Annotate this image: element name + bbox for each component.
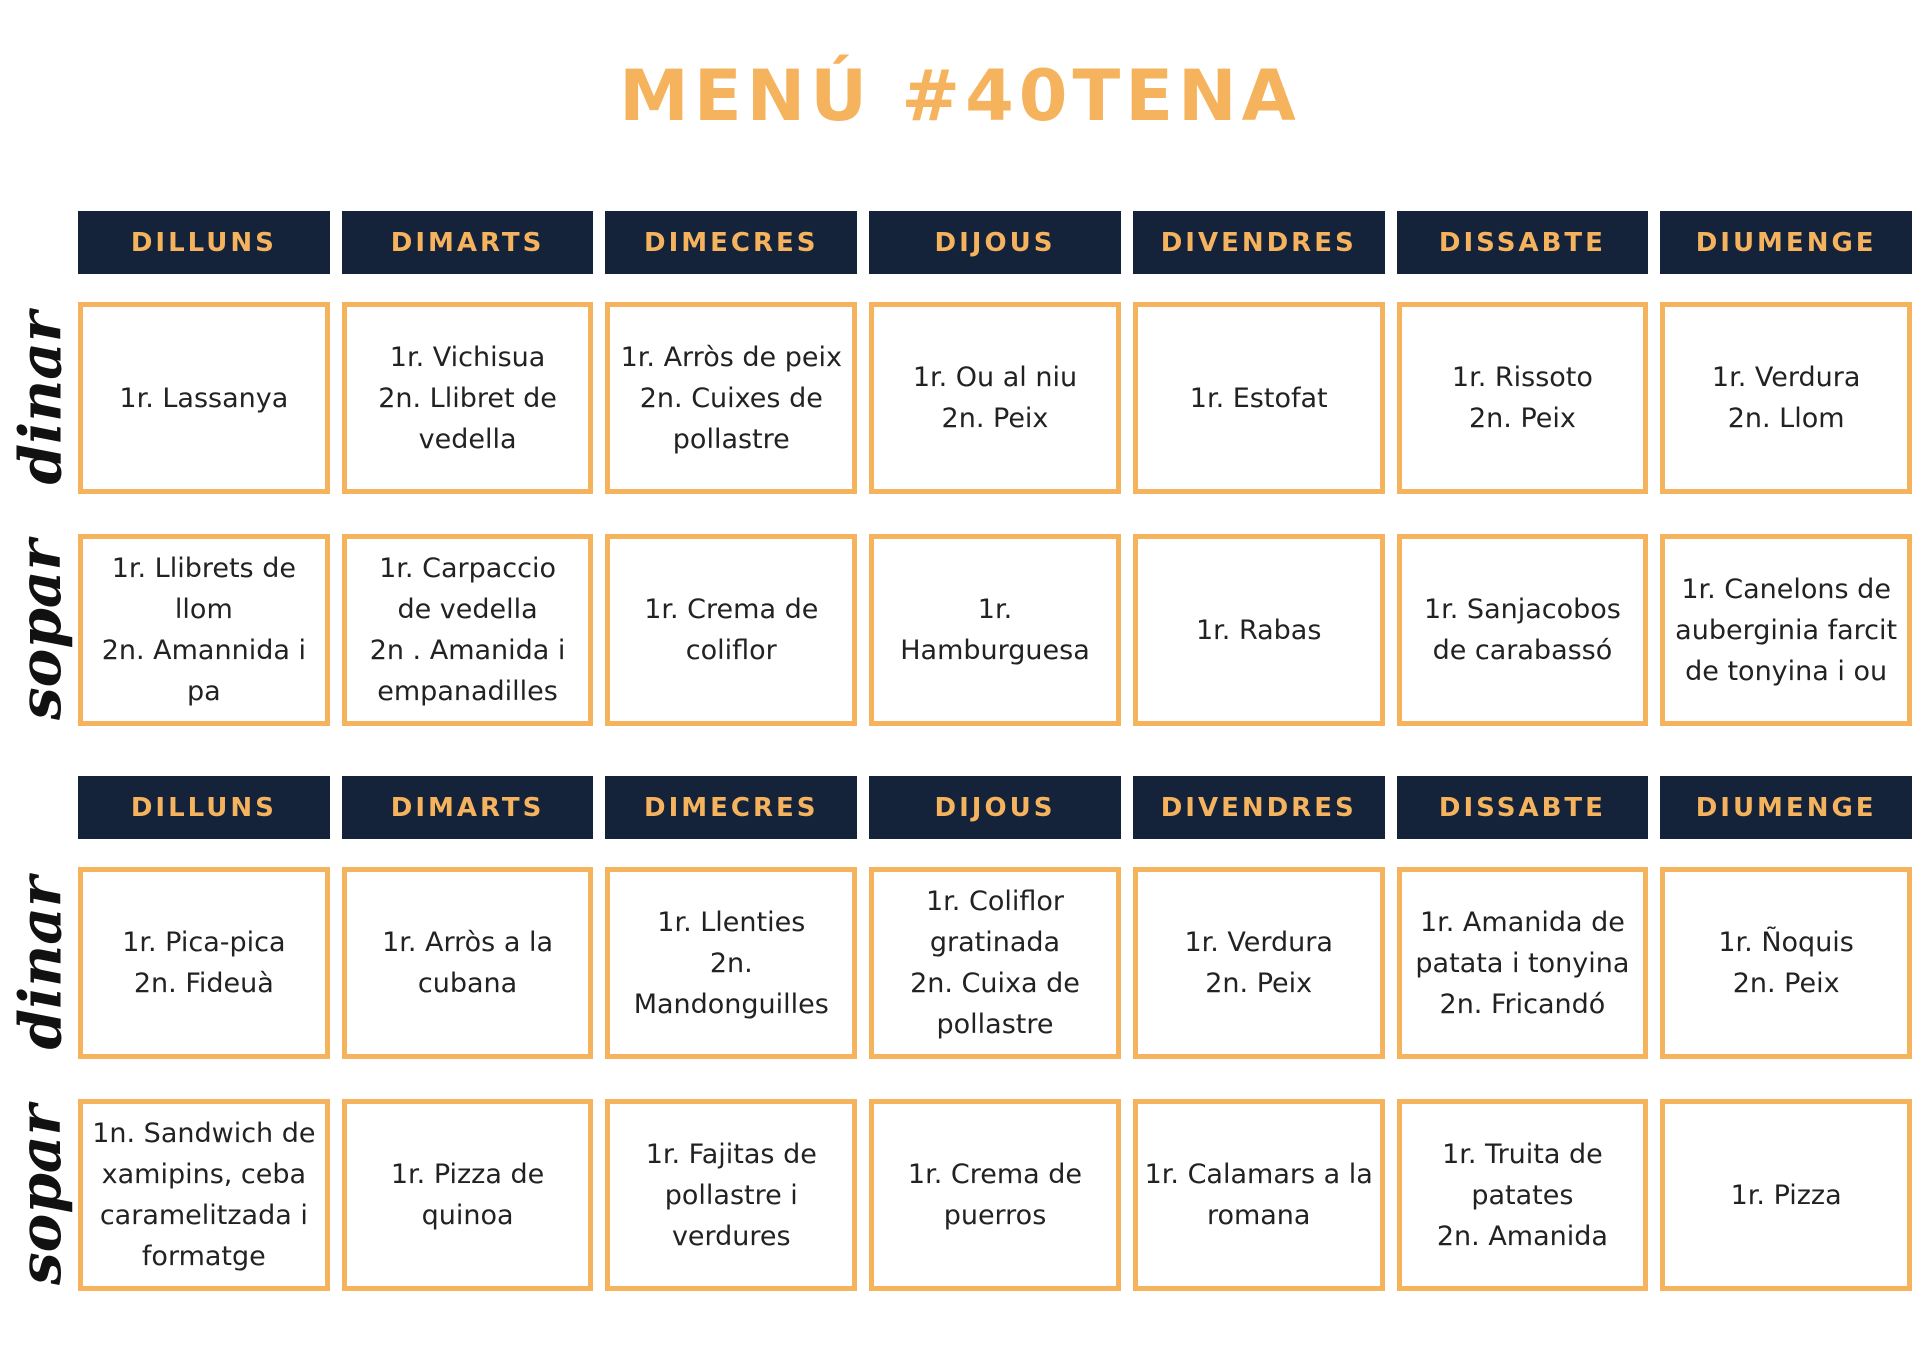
day-header-wednesday: DIMECRES bbox=[605, 211, 857, 274]
menu-cell-lunch-friday: 1r. Verdura 2n. Peix bbox=[1133, 867, 1385, 1059]
menu-cell-lunch-monday: 1r. Pica-pica 2n. Fideuà bbox=[78, 867, 330, 1059]
menu-cell-lunch-thursday: 1r. Ou al niu 2n. Peix bbox=[869, 302, 1121, 494]
menu-cell-lunch-saturday: 1r. Rissoto 2n. Peix bbox=[1397, 302, 1649, 494]
meal-label-lunch: dinar bbox=[6, 876, 74, 1050]
menu-cell-dinner-thursday: 1r. Hamburguesa bbox=[869, 534, 1121, 726]
day-header-sunday: DIUMENGE bbox=[1660, 776, 1912, 839]
menu-cell-dinner-saturday: 1r. Sanjacobos de carabassó bbox=[1397, 534, 1649, 726]
day-header-saturday: DISSABTE bbox=[1397, 211, 1649, 274]
meal-label-dinner: sopar bbox=[6, 539, 75, 721]
menu-cell-dinner-tuesday: 1r. Pizza de quinoa bbox=[342, 1099, 594, 1291]
day-header-row bbox=[78, 776, 1912, 839]
menu-cell-dinner-wednesday: 1r. Fajitas de pollastre i verdures bbox=[605, 1099, 857, 1291]
menu-cell-dinner-monday: 1r. Llibrets de llom 2n. Amannida i pa bbox=[78, 534, 330, 726]
menu-cell-lunch-sunday: 1r. Verdura 2n. Llom bbox=[1660, 302, 1912, 494]
menu-cell-dinner-wednesday: 1r. Crema de coliflor bbox=[605, 534, 857, 726]
menu-cell-lunch-friday: 1r. Estofat bbox=[1133, 302, 1385, 494]
menu-cell-dinner-monday: 1n. Sandwich de xamipins, ceba caramelitzada i formatge bbox=[78, 1099, 330, 1291]
day-header-thursday: DIJOUS bbox=[869, 211, 1121, 274]
dinner-row bbox=[78, 1099, 1912, 1291]
menu-cell-dinner-thursday: 1r. Crema de puerros bbox=[869, 1099, 1121, 1291]
menu-cell-dinner-sunday: 1r. Canelons de auberginia farcit de tonyina i ou bbox=[1660, 534, 1912, 726]
menu-cell-lunch-saturday: 1r. Amanida de patata i tonyina 2n. Fricandó bbox=[1397, 867, 1649, 1059]
menu-cell-lunch-sunday: 1r. Ñoquis 2n. Peix bbox=[1660, 867, 1912, 1059]
day-header-thursday: DIJOUS bbox=[869, 776, 1121, 839]
dinner-row bbox=[78, 534, 1912, 726]
day-header-row bbox=[78, 211, 1912, 274]
page-title: MENÚ #40TENA bbox=[619, 55, 1301, 137]
day-header-friday: DIVENDRES bbox=[1133, 211, 1385, 274]
menu-cell-dinner-sunday: 1r. Pizza bbox=[1660, 1099, 1912, 1291]
menu-cell-dinner-friday: 1r. Rabas bbox=[1133, 534, 1385, 726]
day-header-monday: DILLUNS bbox=[78, 776, 330, 839]
day-header-friday: DIVENDRES bbox=[1133, 776, 1385, 839]
day-header-saturday: DISSABTE bbox=[1397, 776, 1649, 839]
meal-label-dinner: sopar bbox=[6, 1104, 75, 1286]
menu-cell-lunch-wednesday: 1r. Arròs de peix 2n. Cuixes de pollastre bbox=[605, 302, 857, 494]
meal-label-lunch: dinar bbox=[6, 311, 74, 485]
menu-cell-dinner-saturday: 1r. Truita de patates 2n. Amanida bbox=[1397, 1099, 1649, 1291]
menu-cell-lunch-thursday: 1r. Coliflor gratinada 2n. Cuixa de pollastre bbox=[869, 867, 1121, 1059]
menu-cell-dinner-friday: 1r. Calamars a la romana bbox=[1133, 1099, 1385, 1291]
day-header-tuesday: DIMARTS bbox=[342, 776, 594, 839]
lunch-row bbox=[78, 867, 1912, 1059]
day-header-monday: DILLUNS bbox=[78, 211, 330, 274]
lunch-row bbox=[78, 302, 1912, 494]
day-header-tuesday: DIMARTS bbox=[342, 211, 594, 274]
menu-cell-dinner-tuesday: 1r. Carpaccio de vedella 2n . Amanida i empanadilles bbox=[342, 534, 594, 726]
day-header-sunday: DIUMENGE bbox=[1660, 211, 1912, 274]
menu-cell-lunch-monday: 1r. Lassanya bbox=[78, 302, 330, 494]
menu-cell-lunch-tuesday: 1r. Vichisua 2n. Llibret de vedella bbox=[342, 302, 594, 494]
menu-cell-lunch-wednesday: 1r. Llenties 2n. Mandonguilles bbox=[605, 867, 857, 1059]
day-header-wednesday: DIMECRES bbox=[605, 776, 857, 839]
menu-cell-lunch-tuesday: 1r. Arròs a la cubana bbox=[342, 867, 594, 1059]
